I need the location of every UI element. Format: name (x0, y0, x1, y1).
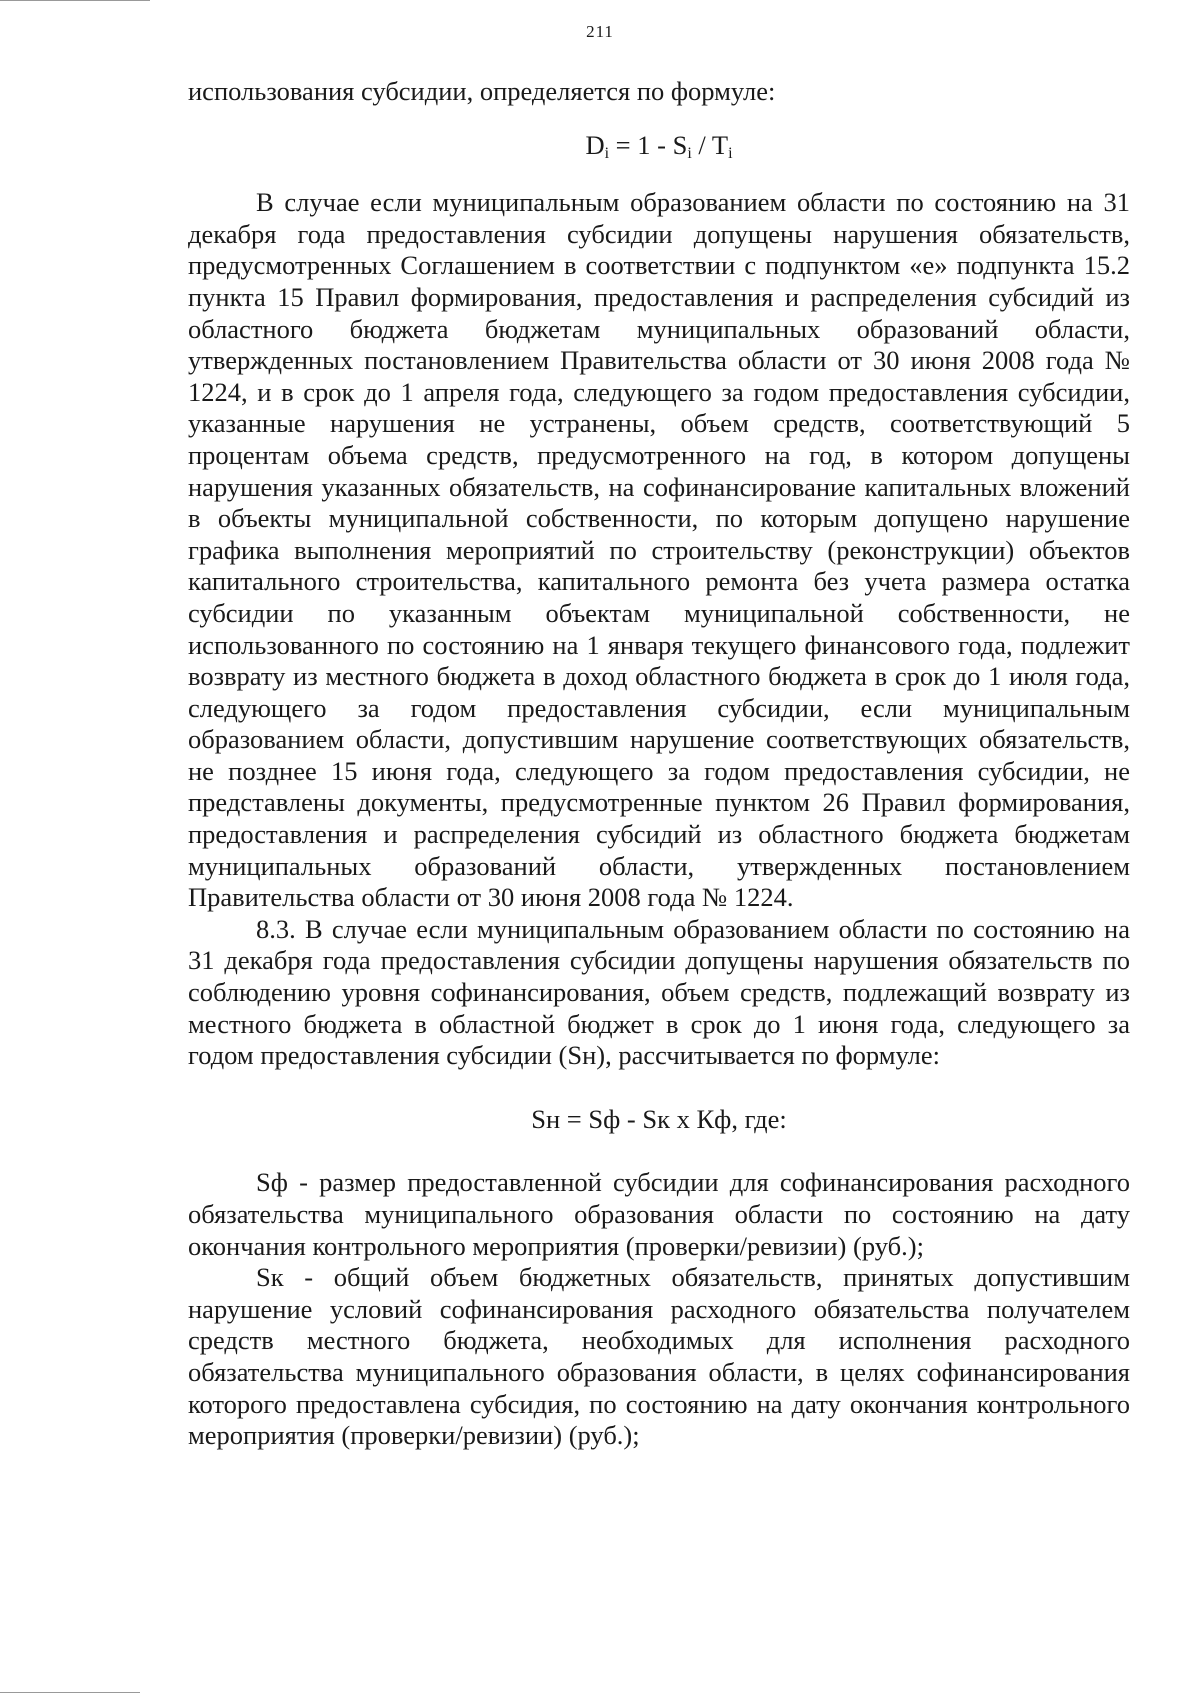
formula-sn: Sн = Sф - Sк х Кф, где: (531, 1103, 787, 1134)
scan-edge-mark-top (0, 0, 150, 1)
formula-di-sub: i (604, 144, 610, 162)
formula-di-part: / T (691, 129, 729, 160)
paragraph-8-3: 8.3. В случае если муниципальным образованием области по состоянию на 31 декабря года предоставления субсидии допущены нарушения обязательств по соблюдению уровня софинансирования, объем средств, подлежащий возврату из местного бюджета в областной бюджет в срок до 1 июня года, следующего за годом предоставления субсидии (Sн), рассчитывается по формуле: (188, 913, 1130, 1071)
document-body (188, 76, 1130, 1452)
formula-di-part: D (585, 129, 605, 160)
scan-edge-mark-bottom (0, 1692, 140, 1693)
formula-di-sub: i (687, 144, 692, 162)
paragraph-sk-definition: Sк - общий объем бюджетных обязательств, принятых допустившим нарушение условий софинансирования расходного обязательства получателем средств местного бюджета, необходимых для исполнения расходного обязательства муниципального образования области, в целях софинансирования которого предоставлена субсидия, по состоянию на дату окончания контрольного мероприятия (проверки/ревизии) (руб.); (188, 1262, 1130, 1451)
formula-di (188, 108, 1130, 188)
formula-di-part: = 1 - S (609, 129, 688, 160)
formula-di-sub: i (728, 144, 733, 162)
paragraph-sf-definition: Sф - размер предоставленной субсидии для софинансирования расходного обязательства муниципального образования области по состоянию на дату окончания контрольного мероприятия (проверки/ревизии) (руб.); (188, 1167, 1130, 1261)
page-number: 211 (586, 22, 614, 41)
intro-line: использования субсидии, определяется по формуле: (188, 76, 776, 106)
paragraph-violations: В случае если муниципальным образованием области по состоянию на 31 декабря года предоставления субсидии допущены нарушения обязательств, предусмотренных Соглашением в соответствии с подпунктом «е» подпункта 15.2 пункта 15 Правил формирования, предоставления и распределения субсидий из областного бюджета бюджетам муниципальных образований области, утвержденных постановлением Правительства области от 30 июня 2008 года № 1224, и в срок до 1 апреля года, следующего за годом предоставления субсидии, указанные нарушения не устранены, объем средств, соответствующий 5 процентам объема средств, предусмотренного на год, в котором допущены нарушения указанных обязательств, на софинансирование капитальных вложений в объекты муниципальной собственности, по которым допущено нарушение графика выполнения мероприятий по строительству (реконструкции) объектов капитального строительства, капитального ремонта без учета размера остатка субсидии по указанным объектам муниципальной собственности, не использованного по состоянию на 1 января текущего финансового года, подлежит возврату из местного бюджета в доход областного бюджета в срок до 1 июля года, следующего за годом предоставления субсидии, если муниципальным образованием области, допустившим нарушение соответствующих обязательств, не позднее 15 июня года, следующего за годом предоставления субсидии, не представлены документы, предусмотренные пунктом 26 Правил формирования, предоставления и распределения субсидий из областного бюджета бюджетам муниципальных образований области, утвержденных постановлением Правительства области от 30 июня 2008 года № 1224. (188, 187, 1130, 913)
